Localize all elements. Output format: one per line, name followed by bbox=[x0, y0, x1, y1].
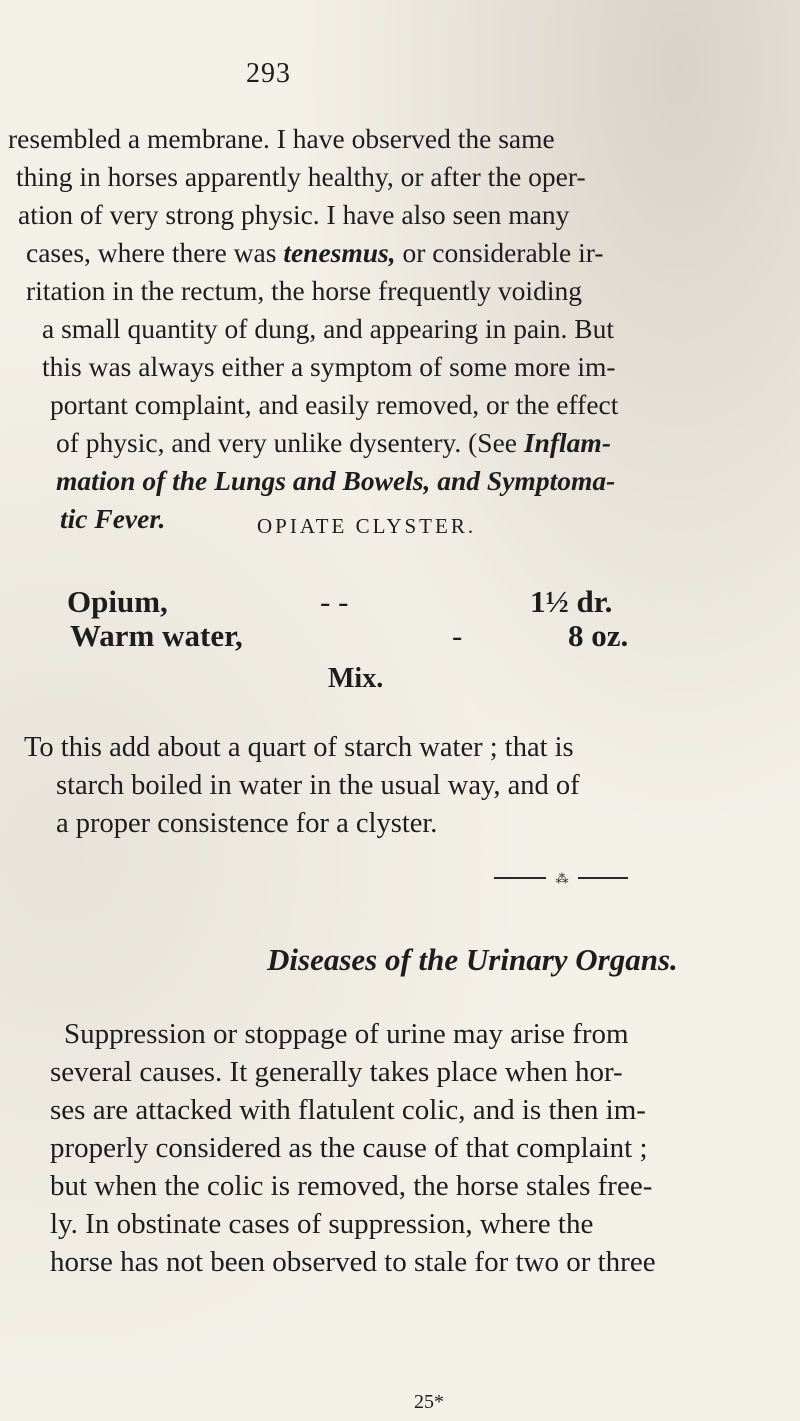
text-line: properly considered as the cause of that complaint ; bbox=[50, 1132, 648, 1164]
section-title: Diseases of the Urinary Organs. bbox=[267, 942, 678, 977]
recipe-item-dashes: - bbox=[452, 618, 463, 653]
emphasis-term: tenesmus, bbox=[283, 237, 396, 268]
cross-reference-line: mation of the Lungs and Bowels, and Symptoma- bbox=[56, 465, 616, 496]
divider-rule bbox=[578, 877, 628, 879]
text-line: ation of very strong physic. I have also seen many bbox=[18, 199, 570, 230]
asterism-ornament-icon bbox=[550, 872, 574, 884]
text-run: of physic, and very unlike dysentery. (See bbox=[56, 427, 518, 458]
text-line: Suppression or stoppage of urine may arise from bbox=[64, 1018, 629, 1050]
recipe-title: OPIATE CLYSTER. bbox=[257, 514, 477, 538]
signature-mark: 25* bbox=[414, 1391, 444, 1413]
recipe-item-name: Opium, bbox=[67, 584, 168, 619]
svg-text:⁂: ⁂ bbox=[555, 872, 569, 884]
text-line: resembled a membrane. I have observed the same bbox=[8, 123, 555, 154]
text-line: ritation in the rectum, the horse frequently voiding bbox=[26, 275, 582, 306]
text-line: thing in horses apparently healthy, or after the oper- bbox=[16, 161, 586, 192]
recipe-item-name: Warm water, bbox=[70, 618, 243, 653]
recipe-item-amount: 1½ dr. bbox=[530, 584, 613, 619]
cross-reference-line: tic Fever. bbox=[60, 503, 166, 534]
divider-rule bbox=[494, 877, 546, 879]
recipe-item-amount: 8 oz. bbox=[568, 618, 629, 653]
text-run: or considerable ir- bbox=[402, 237, 604, 268]
text-line: this was always either a symptom of some more im- bbox=[42, 351, 616, 382]
page-number: 293 bbox=[246, 58, 291, 89]
text-line: horse has not been observed to stale for two or three bbox=[50, 1246, 656, 1278]
text-line: a proper consistence for a clyster. bbox=[56, 808, 438, 839]
text-run: cases, where there was bbox=[26, 237, 277, 268]
recipe-mix: Mix. bbox=[328, 663, 384, 694]
text-line: a small quantity of dung, and appearing in pain. But bbox=[42, 313, 615, 344]
text-line: ses are attacked with flatulent colic, and is then im- bbox=[50, 1094, 646, 1126]
text-line bbox=[56, 424, 611, 462]
text-line: several causes. It generally takes place when hor- bbox=[50, 1056, 623, 1088]
text-line: ly. In obstinate cases of suppression, where the bbox=[50, 1208, 594, 1240]
text-line: portant complaint, and easily removed, or the effect bbox=[50, 389, 619, 420]
text-line: starch boiled in water in the usual way, and of bbox=[56, 770, 580, 801]
recipe-item-dashes: - - bbox=[320, 584, 349, 619]
cross-reference: Inflam- bbox=[523, 427, 611, 458]
text-line bbox=[26, 234, 604, 272]
text-line: but when the colic is removed, the horse stales free- bbox=[50, 1170, 653, 1202]
text-line: To this add about a quart of starch water ; that is bbox=[24, 732, 574, 763]
ornamental-divider bbox=[492, 872, 632, 884]
